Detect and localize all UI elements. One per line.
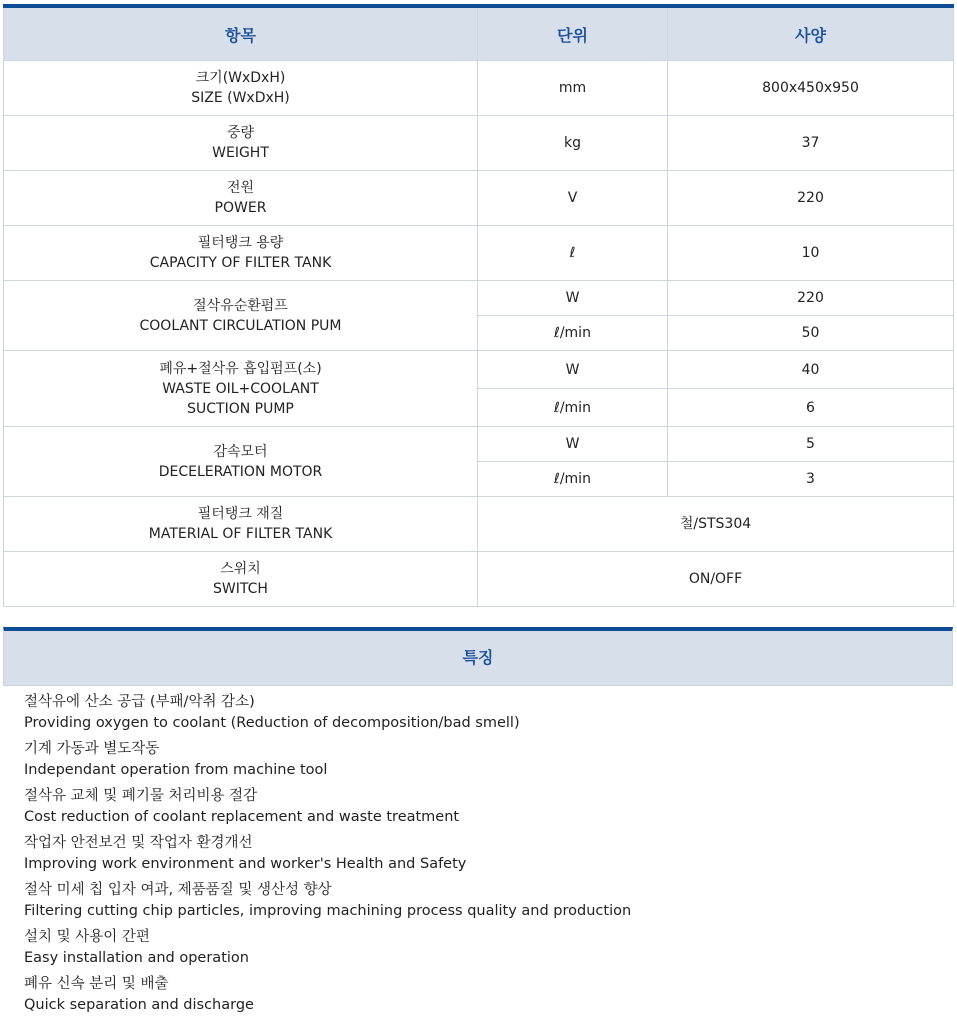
value-cell: 5 xyxy=(668,427,954,462)
list-item xyxy=(24,786,953,827)
item-name xyxy=(4,116,478,171)
value-cell: 철/STS304 xyxy=(478,497,954,552)
list-item xyxy=(24,833,953,874)
item-name-ko: 절삭유순환펌프 xyxy=(193,297,288,314)
table-row xyxy=(4,171,954,226)
item-name xyxy=(4,226,478,281)
item-name-en: CAPACITY OF FILTER TANK xyxy=(149,255,332,271)
unit-cell: ℓ/min xyxy=(478,389,668,427)
value-cell: 40 xyxy=(668,351,954,389)
item-name-en: SWITCH xyxy=(213,581,268,597)
table-row xyxy=(4,61,954,116)
unit-cell: ℓ/min xyxy=(478,316,668,351)
spec-table-section xyxy=(3,4,953,607)
feature-en: Providing oxygen to coolant (Reduction of decomposition/bad smell) xyxy=(24,714,520,731)
item-name-ko: 감속모터 xyxy=(213,443,268,460)
spec-table xyxy=(3,4,954,607)
item-name xyxy=(4,61,478,116)
list-item xyxy=(24,927,953,968)
item-name xyxy=(4,497,478,552)
item-name-ko: 필터탱크 용량 xyxy=(197,235,284,251)
unit-cell: V xyxy=(478,171,668,226)
value-cell: 6 xyxy=(668,389,954,427)
unit-cell: ℓ/min xyxy=(478,462,668,497)
value-cell: 37 xyxy=(668,116,954,171)
item-name-ko: 폐유+절삭유 흡입펌프(소) xyxy=(159,360,322,377)
value-cell: 800x450x950 xyxy=(668,61,954,116)
table-row xyxy=(4,116,954,171)
feature-en: Filtering cutting chip particles, improving machining process quality and production xyxy=(24,902,632,919)
list-item xyxy=(24,880,953,921)
value-cell: ON/OFF xyxy=(478,552,954,607)
item-name xyxy=(4,171,478,226)
value-cell: 3 xyxy=(668,462,954,497)
table-row xyxy=(4,427,954,462)
item-name xyxy=(4,427,478,497)
list-item xyxy=(24,692,953,733)
item-name-ko: 전원 xyxy=(226,180,255,196)
item-name xyxy=(4,351,478,427)
feature-ko: 작업자 안전보건 및 작업자 환경개선 xyxy=(24,835,253,851)
feature-ko: 폐유 신속 분리 및 배출 xyxy=(24,976,169,992)
unit-cell: W xyxy=(478,281,668,316)
table-row xyxy=(4,281,954,316)
features-list xyxy=(3,686,953,1015)
item-name-en: SIZE (WxDxH) xyxy=(191,90,290,106)
unit-cell: W xyxy=(478,427,668,462)
header-spec: 사양 xyxy=(668,6,954,61)
feature-ko: 절삭유에 산소 공급 (부패/악취 감소) xyxy=(24,694,255,710)
unit-cell: kg xyxy=(478,116,668,171)
list-item xyxy=(24,974,953,1015)
feature-ko: 절삭 미세 칩 입자 여과, 제품품질 및 생산성 향상 xyxy=(24,882,332,898)
item-name-en-line2: SUCTION PUMP xyxy=(187,400,294,417)
unit-cell: mm xyxy=(478,61,668,116)
feature-en: Improving work environment and worker's Health and Safety xyxy=(24,855,467,872)
item-name-ko: 크기(WxDxH) xyxy=(195,70,286,86)
feature-ko: 절삭유 교체 및 폐기물 처리비용 절감 xyxy=(24,788,258,804)
table-row xyxy=(4,497,954,552)
item-name-ko: 중량 xyxy=(226,125,255,141)
unit-cell: ℓ xyxy=(478,226,668,281)
feature-en: Easy installation and operation xyxy=(24,949,249,966)
value-cell: 50 xyxy=(668,316,954,351)
value-cell: 10 xyxy=(668,226,954,281)
item-name-ko: 필터탱크 재질 xyxy=(197,506,284,522)
table-row xyxy=(4,226,954,281)
item-name-en: POWER xyxy=(214,200,267,216)
header-item: 항목 xyxy=(4,6,478,61)
features-section xyxy=(3,627,953,1021)
item-name-en: WEIGHT xyxy=(212,145,269,161)
value-cell: 220 xyxy=(668,281,954,316)
spec-header-row xyxy=(4,6,954,61)
item-name-ko: 스위치 xyxy=(220,561,261,577)
header-unit: 단위 xyxy=(478,6,668,61)
item-name-en: DECELERATION MOTOR xyxy=(158,463,323,480)
feature-en: Independant operation from machine tool xyxy=(24,761,328,778)
unit-cell: W xyxy=(478,351,668,389)
table-row xyxy=(4,351,954,389)
feature-ko: 설치 및 사용이 간편 xyxy=(24,929,150,945)
item-name-en: MATERIAL OF FILTER TANK xyxy=(148,526,333,542)
value-cell: 220 xyxy=(668,171,954,226)
feature-en: Quick separation and discharge xyxy=(24,996,254,1013)
feature-ko: 기계 가동과 별도작동 xyxy=(24,741,160,757)
features-title: 특징 xyxy=(3,627,953,686)
table-row xyxy=(4,552,954,607)
item-name-en: WASTE OIL+COOLANT xyxy=(162,380,319,397)
item-name xyxy=(4,281,478,351)
item-name-en: COOLANT CIRCULATION PUM xyxy=(139,317,342,334)
feature-en: Cost reduction of coolant replacement and waste treatment xyxy=(24,808,460,825)
list-item xyxy=(24,739,953,780)
item-name xyxy=(4,552,478,607)
